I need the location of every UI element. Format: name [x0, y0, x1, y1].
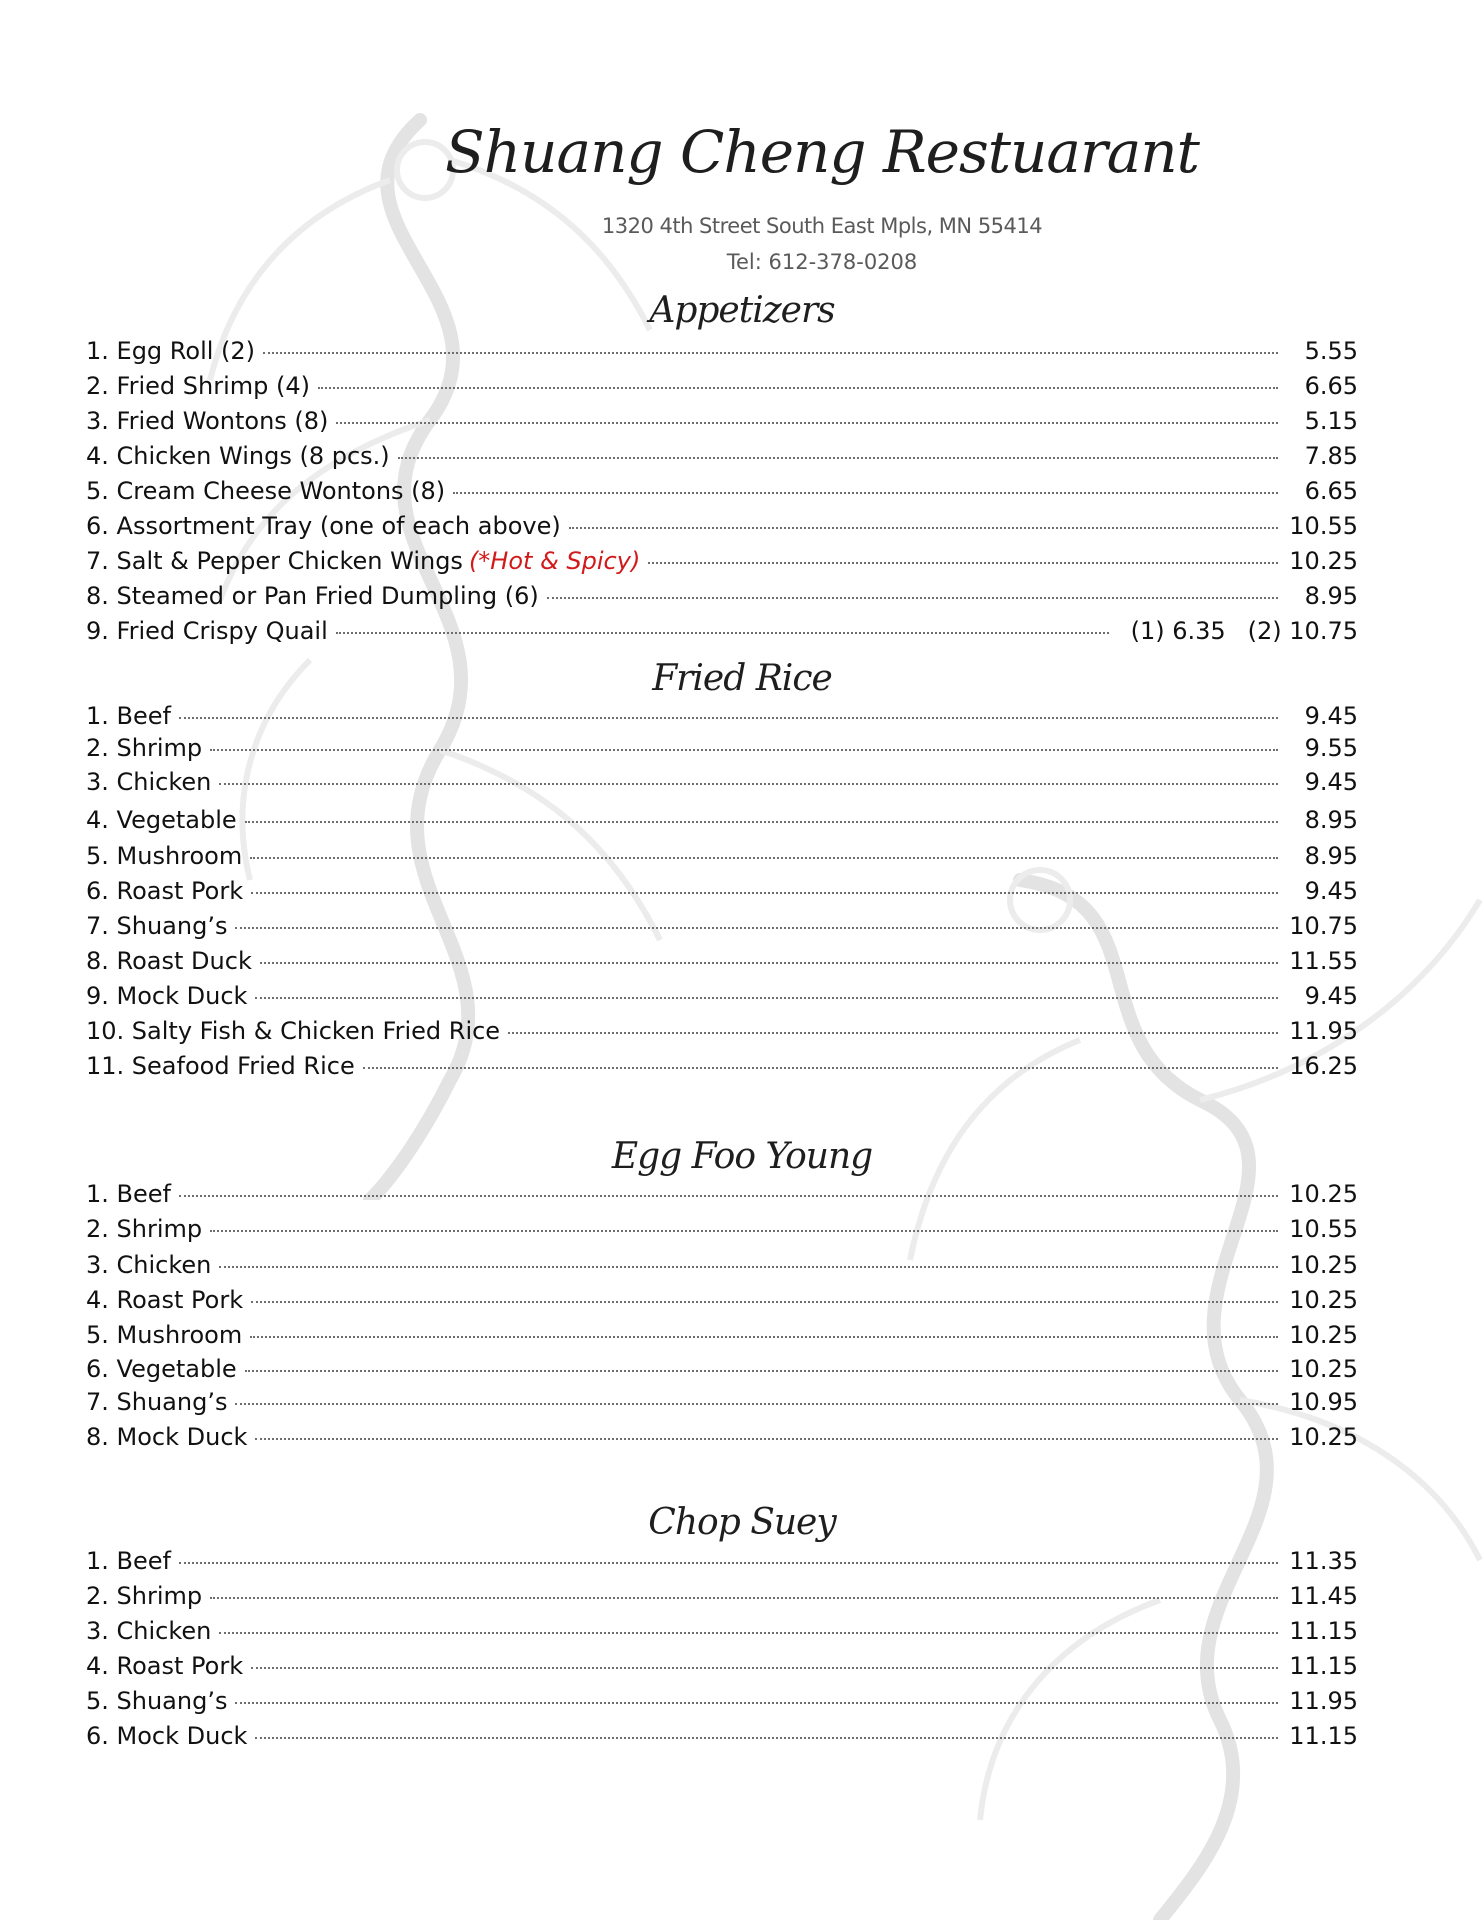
dot-leader: [235, 1702, 1278, 1704]
dot-leader: [398, 457, 1278, 459]
dot-leader: [251, 1301, 1278, 1303]
menu-item: [86, 702, 1358, 730]
menu-item: [86, 1388, 1358, 1416]
dot-leader: [260, 962, 1278, 964]
item-price: 9.45: [1304, 877, 1358, 905]
item-name: 3. Chicken: [86, 768, 212, 796]
menu-item: [86, 1423, 1358, 1451]
dot-leader: [363, 1067, 1278, 1069]
menu-item: [86, 806, 1358, 834]
menu-item: [86, 1617, 1358, 1645]
dot-leader: [336, 422, 1278, 424]
dot-leader: [508, 1032, 1278, 1034]
spicy-note: (*Hot & Spicy): [468, 547, 641, 575]
item-price: 8.95: [1304, 806, 1358, 834]
section-title-egg-foo-young: Egg Foo Young: [611, 1136, 873, 1177]
item-price: 10.25: [1289, 1321, 1358, 1349]
item-name: 6. Roast Pork: [86, 877, 244, 905]
item-price: 9.45: [1304, 768, 1358, 796]
restaurant-name: Shuang Cheng Restuarant: [445, 118, 1199, 186]
item-name: 1. Beef: [86, 1547, 171, 1575]
dot-leader: [250, 1336, 1278, 1338]
dot-leader: [547, 597, 1278, 599]
menu-item: [86, 768, 1358, 796]
menu-item: [86, 407, 1358, 435]
menu-item: [86, 372, 1358, 400]
item-name: 10. Salty Fish & Chicken Fried Rice: [86, 1017, 501, 1045]
item-name: 2. Shrimp: [86, 1582, 203, 1610]
menu-item: [86, 582, 1358, 610]
item-price: 11.45: [1289, 1582, 1358, 1610]
menu-item: [86, 982, 1358, 1010]
item-name: 4. Roast Pork: [86, 1286, 244, 1314]
dot-leader: [255, 997, 1278, 999]
item-name: 11. Seafood Fried Rice: [86, 1052, 355, 1080]
dot-leader: [179, 1195, 1278, 1197]
item-price: 10.25: [1289, 1355, 1358, 1383]
item-price-group: [1131, 617, 1358, 645]
item-name: 7. Shuang’s: [86, 1388, 228, 1416]
restaurant-address: 1320 4th Street South East Mpls, MN 55414: [601, 214, 1043, 238]
item-price: 5.15: [1304, 407, 1358, 435]
item-name: 2. Shrimp: [86, 1215, 203, 1243]
dot-leader: [245, 1370, 1278, 1372]
item-price-double: (2) 10.75: [1247, 617, 1358, 645]
dot-leader: [251, 1667, 1278, 1669]
menu-item: [86, 442, 1358, 470]
menu-item: [86, 512, 1358, 540]
item-price: 10.55: [1289, 1215, 1358, 1243]
item-price: 11.35: [1289, 1547, 1358, 1575]
menu-item: [86, 1652, 1358, 1680]
item-price: 5.55: [1304, 337, 1358, 365]
menu-item: [86, 547, 1358, 575]
dot-leader: [318, 387, 1278, 389]
item-price-single: (1) 6.35: [1130, 617, 1226, 645]
menu-item: [86, 1722, 1358, 1750]
menu-item: [86, 877, 1358, 905]
item-name: 6. Vegetable: [86, 1355, 237, 1383]
dot-leader: [453, 492, 1278, 494]
item-name: 6. Mock Duck: [86, 1722, 248, 1750]
item-price: 8.95: [1304, 842, 1358, 870]
item-price: 9.45: [1304, 702, 1358, 730]
dot-leader: [219, 783, 1278, 785]
item-name: 7. Shuang’s: [86, 912, 228, 940]
section-title-chop-suey: Chop Suey: [648, 1502, 836, 1543]
item-name: 5. Shuang’s: [86, 1687, 228, 1715]
item-name: 6. Assortment Tray (one of each above): [86, 512, 561, 540]
item-price: 11.15: [1289, 1652, 1358, 1680]
item-name: 2. Shrimp: [86, 734, 203, 762]
item-name: 4. Chicken Wings (8 pcs.): [86, 442, 390, 470]
item-price: 6.65: [1304, 477, 1358, 505]
item-name: 3. Chicken: [86, 1251, 212, 1279]
item-price: 16.25: [1289, 1052, 1358, 1080]
menu-item: [86, 1355, 1358, 1383]
section-title-appetizers: Appetizers: [649, 290, 835, 331]
dot-leader: [219, 1632, 1278, 1634]
menu-item: [86, 1286, 1358, 1314]
item-price: 11.15: [1289, 1617, 1358, 1645]
dot-leader: [569, 527, 1278, 529]
item-name: 9. Mock Duck: [86, 982, 248, 1010]
item-price: 11.95: [1289, 1687, 1358, 1715]
item-price: 11.15: [1289, 1722, 1358, 1750]
item-name: 5. Mushroom: [86, 842, 243, 870]
menu-item: [86, 337, 1358, 365]
item-price: 10.25: [1289, 1286, 1358, 1314]
item-price: 9.45: [1304, 982, 1358, 1010]
dot-leader: [235, 927, 1278, 929]
item-price: 11.55: [1289, 947, 1358, 975]
menu-item: [86, 1215, 1358, 1243]
dot-leader: [219, 1266, 1278, 1268]
item-price: 7.85: [1304, 442, 1358, 470]
item-name: 3. Chicken: [86, 1617, 212, 1645]
menu-item: [86, 1547, 1358, 1575]
item-name: 4. Vegetable: [86, 806, 237, 834]
restaurant-phone: Tel: 612-378-0208: [726, 250, 918, 274]
dot-leader: [179, 1562, 1278, 1564]
dot-leader: [251, 892, 1278, 894]
dot-leader: [210, 749, 1278, 751]
menu-item: [86, 842, 1358, 870]
item-price: 10.25: [1289, 547, 1358, 575]
item-price: 8.95: [1304, 582, 1358, 610]
item-name: 3. Fried Wontons (8): [86, 407, 329, 435]
menu-item: [86, 1321, 1358, 1349]
item-price: 10.75: [1289, 912, 1358, 940]
menu-item: [86, 1251, 1358, 1279]
menu-item: [86, 1582, 1358, 1610]
item-price: 10.25: [1289, 1180, 1358, 1208]
menu-item: [86, 1687, 1358, 1715]
section-title-fried-rice: Fried Rice: [652, 658, 832, 699]
item-price: 10.25: [1289, 1423, 1358, 1451]
item-price: 11.95: [1289, 1017, 1358, 1045]
dot-leader: [255, 1438, 1278, 1440]
item-price: 6.65: [1304, 372, 1358, 400]
item-price: 10.95: [1289, 1388, 1358, 1416]
dot-leader: [648, 562, 1278, 564]
item-name: 1. Beef: [86, 702, 171, 730]
item-price: 9.55: [1304, 734, 1358, 762]
item-name: 7. Salt & Pepper Chicken Wings: [86, 547, 463, 575]
dot-leader: [263, 352, 1278, 354]
menu-item: [86, 1052, 1358, 1080]
item-price: 10.25: [1289, 1251, 1358, 1279]
menu-item: [86, 947, 1358, 975]
dot-leader: [179, 717, 1278, 719]
menu-item: [86, 734, 1358, 762]
menu-item: [86, 617, 1358, 645]
dot-leader: [336, 632, 1109, 634]
item-name: 1. Egg Roll (2): [86, 337, 256, 365]
item-name: 8. Steamed or Pan Fried Dumpling (6): [86, 582, 539, 610]
menu-item: [86, 1017, 1358, 1045]
dot-leader: [245, 821, 1278, 823]
dot-leader: [210, 1230, 1278, 1232]
item-price: 10.55: [1289, 512, 1358, 540]
dot-leader: [255, 1737, 1278, 1739]
item-name: 8. Roast Duck: [86, 947, 252, 975]
item-name: 1. Beef: [86, 1180, 171, 1208]
dot-leader: [250, 857, 1278, 859]
item-name: 8. Mock Duck: [86, 1423, 248, 1451]
menu-item: [86, 477, 1358, 505]
item-name: 2. Fried Shrimp (4): [86, 372, 310, 400]
item-name: 5. Mushroom: [86, 1321, 243, 1349]
item-name: 5. Cream Cheese Wontons (8): [86, 477, 446, 505]
item-name: 9. Fried Crispy Quail: [86, 617, 328, 645]
item-name: 4. Roast Pork: [86, 1652, 244, 1680]
menu-item: [86, 912, 1358, 940]
dot-leader: [210, 1597, 1278, 1599]
dot-leader: [235, 1403, 1278, 1405]
menu-item: [86, 1180, 1358, 1208]
